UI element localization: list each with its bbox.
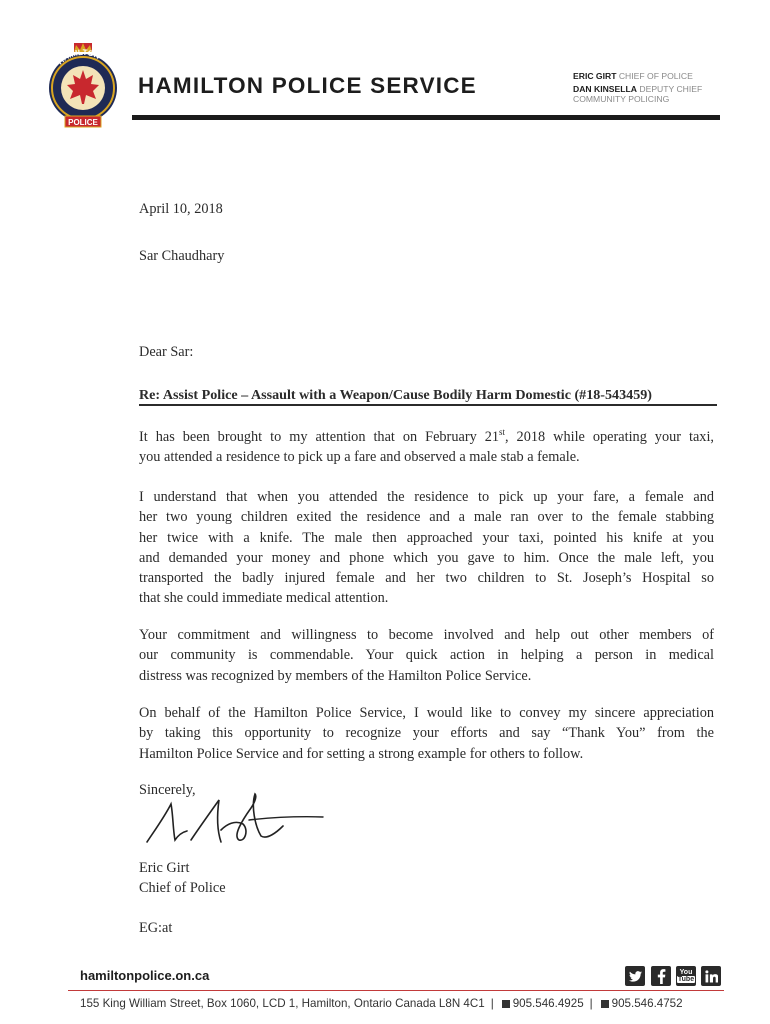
footer-phone: 905.546.4925 — [512, 997, 584, 1010]
officer-chief-name: ERIC GIRT — [573, 71, 617, 81]
letter-subject: Re: Assist Police – Assault with a Weapon/Cause Bodily Harm Domestic (#18-543459) — [139, 387, 652, 403]
youtube-label-you: You — [679, 969, 693, 976]
linkedin-icon[interactable] — [701, 966, 721, 986]
handwritten-signature — [143, 786, 328, 848]
subject-underline — [139, 404, 717, 406]
paragraph-1-line-1 — [139, 427, 714, 447]
letter-recipient: Sar Chaudhary — [139, 248, 225, 264]
p1-line1-text: It has been brought to my attention that on February 21 — [139, 429, 499, 445]
paragraph-2-line: that she could immediate medical attention. — [139, 590, 389, 607]
letter-date: April 10, 2018 — [139, 201, 223, 217]
paragraph-4-line: On behalf of the Hamilton Police Service, I would like to convey my sincere appreciation — [139, 705, 714, 721]
twitter-icon[interactable] — [625, 966, 645, 986]
paragraph-3 — [139, 625, 714, 686]
paragraph-3-line: Your commitment and willingness to become involved and help out other members of — [139, 627, 714, 643]
footer-address: 155 King William Street, Box 1060, LCD 1, Hamilton, Ontario Canada L8N 4C1 — [80, 997, 485, 1010]
header-rule — [132, 115, 720, 120]
paragraph-3-line: our community is commendable. Your quick action in helping a person in medical — [139, 647, 714, 664]
crest-text-bottom: POLICE — [68, 118, 98, 127]
youtube-label-tube: Tube — [677, 976, 695, 983]
paragraph-2 — [139, 487, 714, 609]
letter-salutation: Dear Sar: — [139, 344, 194, 360]
facebook-icon[interactable] — [651, 966, 671, 986]
footer-fax: 905.546.4752 — [611, 997, 683, 1010]
officer-deputy-title: DEPUTY CHIEF — [639, 84, 703, 94]
fax-icon — [601, 1000, 609, 1008]
paragraph-4-line: by taking this opportunity to recognize your efforts and say “Thank You” from the — [139, 725, 714, 742]
paragraph-2-line: her two young children exited the residence and a male ran over to the female stabbing — [139, 509, 714, 526]
officer-deputy-title-line2: COMMUNITY POLICING — [573, 94, 670, 104]
p1-superscript: st — [499, 427, 506, 438]
paragraph-2-line: transported the badly injured female and her two children to St. Joseph’s Hospital so — [139, 570, 714, 587]
officer-chief-title: CHIEF OF POLICE — [618, 71, 693, 81]
paragraph-1 — [139, 427, 714, 468]
officer-deputy-name: DAN KINSELLA — [573, 84, 637, 94]
police-crest-logo — [45, 42, 121, 130]
footer-rule — [68, 990, 724, 991]
letter-closing: Sincerely, — [139, 782, 196, 798]
paragraph-2-line: her twice with a knife. The male then approached your taxi, pointed his knife at you — [139, 529, 714, 546]
paragraph-2-line: I understand that when you attended the residence to pick up your fare, a female and — [139, 489, 714, 505]
officer-deputy — [573, 84, 702, 94]
website-link[interactable]: hamiltonpolice.on.ca — [80, 968, 210, 983]
signer-name: Eric Girt — [139, 860, 190, 876]
paragraph-1-line-2: you attended a residence to pick up a fare and observed a male stab a female. — [139, 449, 580, 466]
officer-chief — [573, 71, 693, 81]
youtube-icon[interactable] — [676, 966, 696, 986]
p1-line1-tail: , 2018 while operating your taxi, — [505, 429, 714, 445]
paragraph-2-line: and demanded your money and phone which you gave to him. Once the male left, you — [139, 549, 714, 566]
footer-contact-line: 155 King William Street, Box 1060, LCD 1, Hamilton, Ontario Canada L8N 4C1 | 905.546.4925 | 905.546.4752 — [80, 997, 683, 1010]
signer-title: Chief of Police — [139, 880, 226, 896]
crest-text-top: HAMILTON — [55, 47, 102, 67]
paragraph-4-line: Hamilton Police Service and for setting a strong example for others to follow. — [139, 745, 584, 762]
typist-initials: EG:at — [139, 920, 173, 936]
organization-name: HAMILTON POLICE SERVICE — [138, 73, 477, 98]
paragraph-4 — [139, 703, 714, 764]
paragraph-3-line: distress was recognized by members of the Hamilton Police Service. — [139, 667, 532, 684]
phone-icon — [502, 1000, 510, 1008]
